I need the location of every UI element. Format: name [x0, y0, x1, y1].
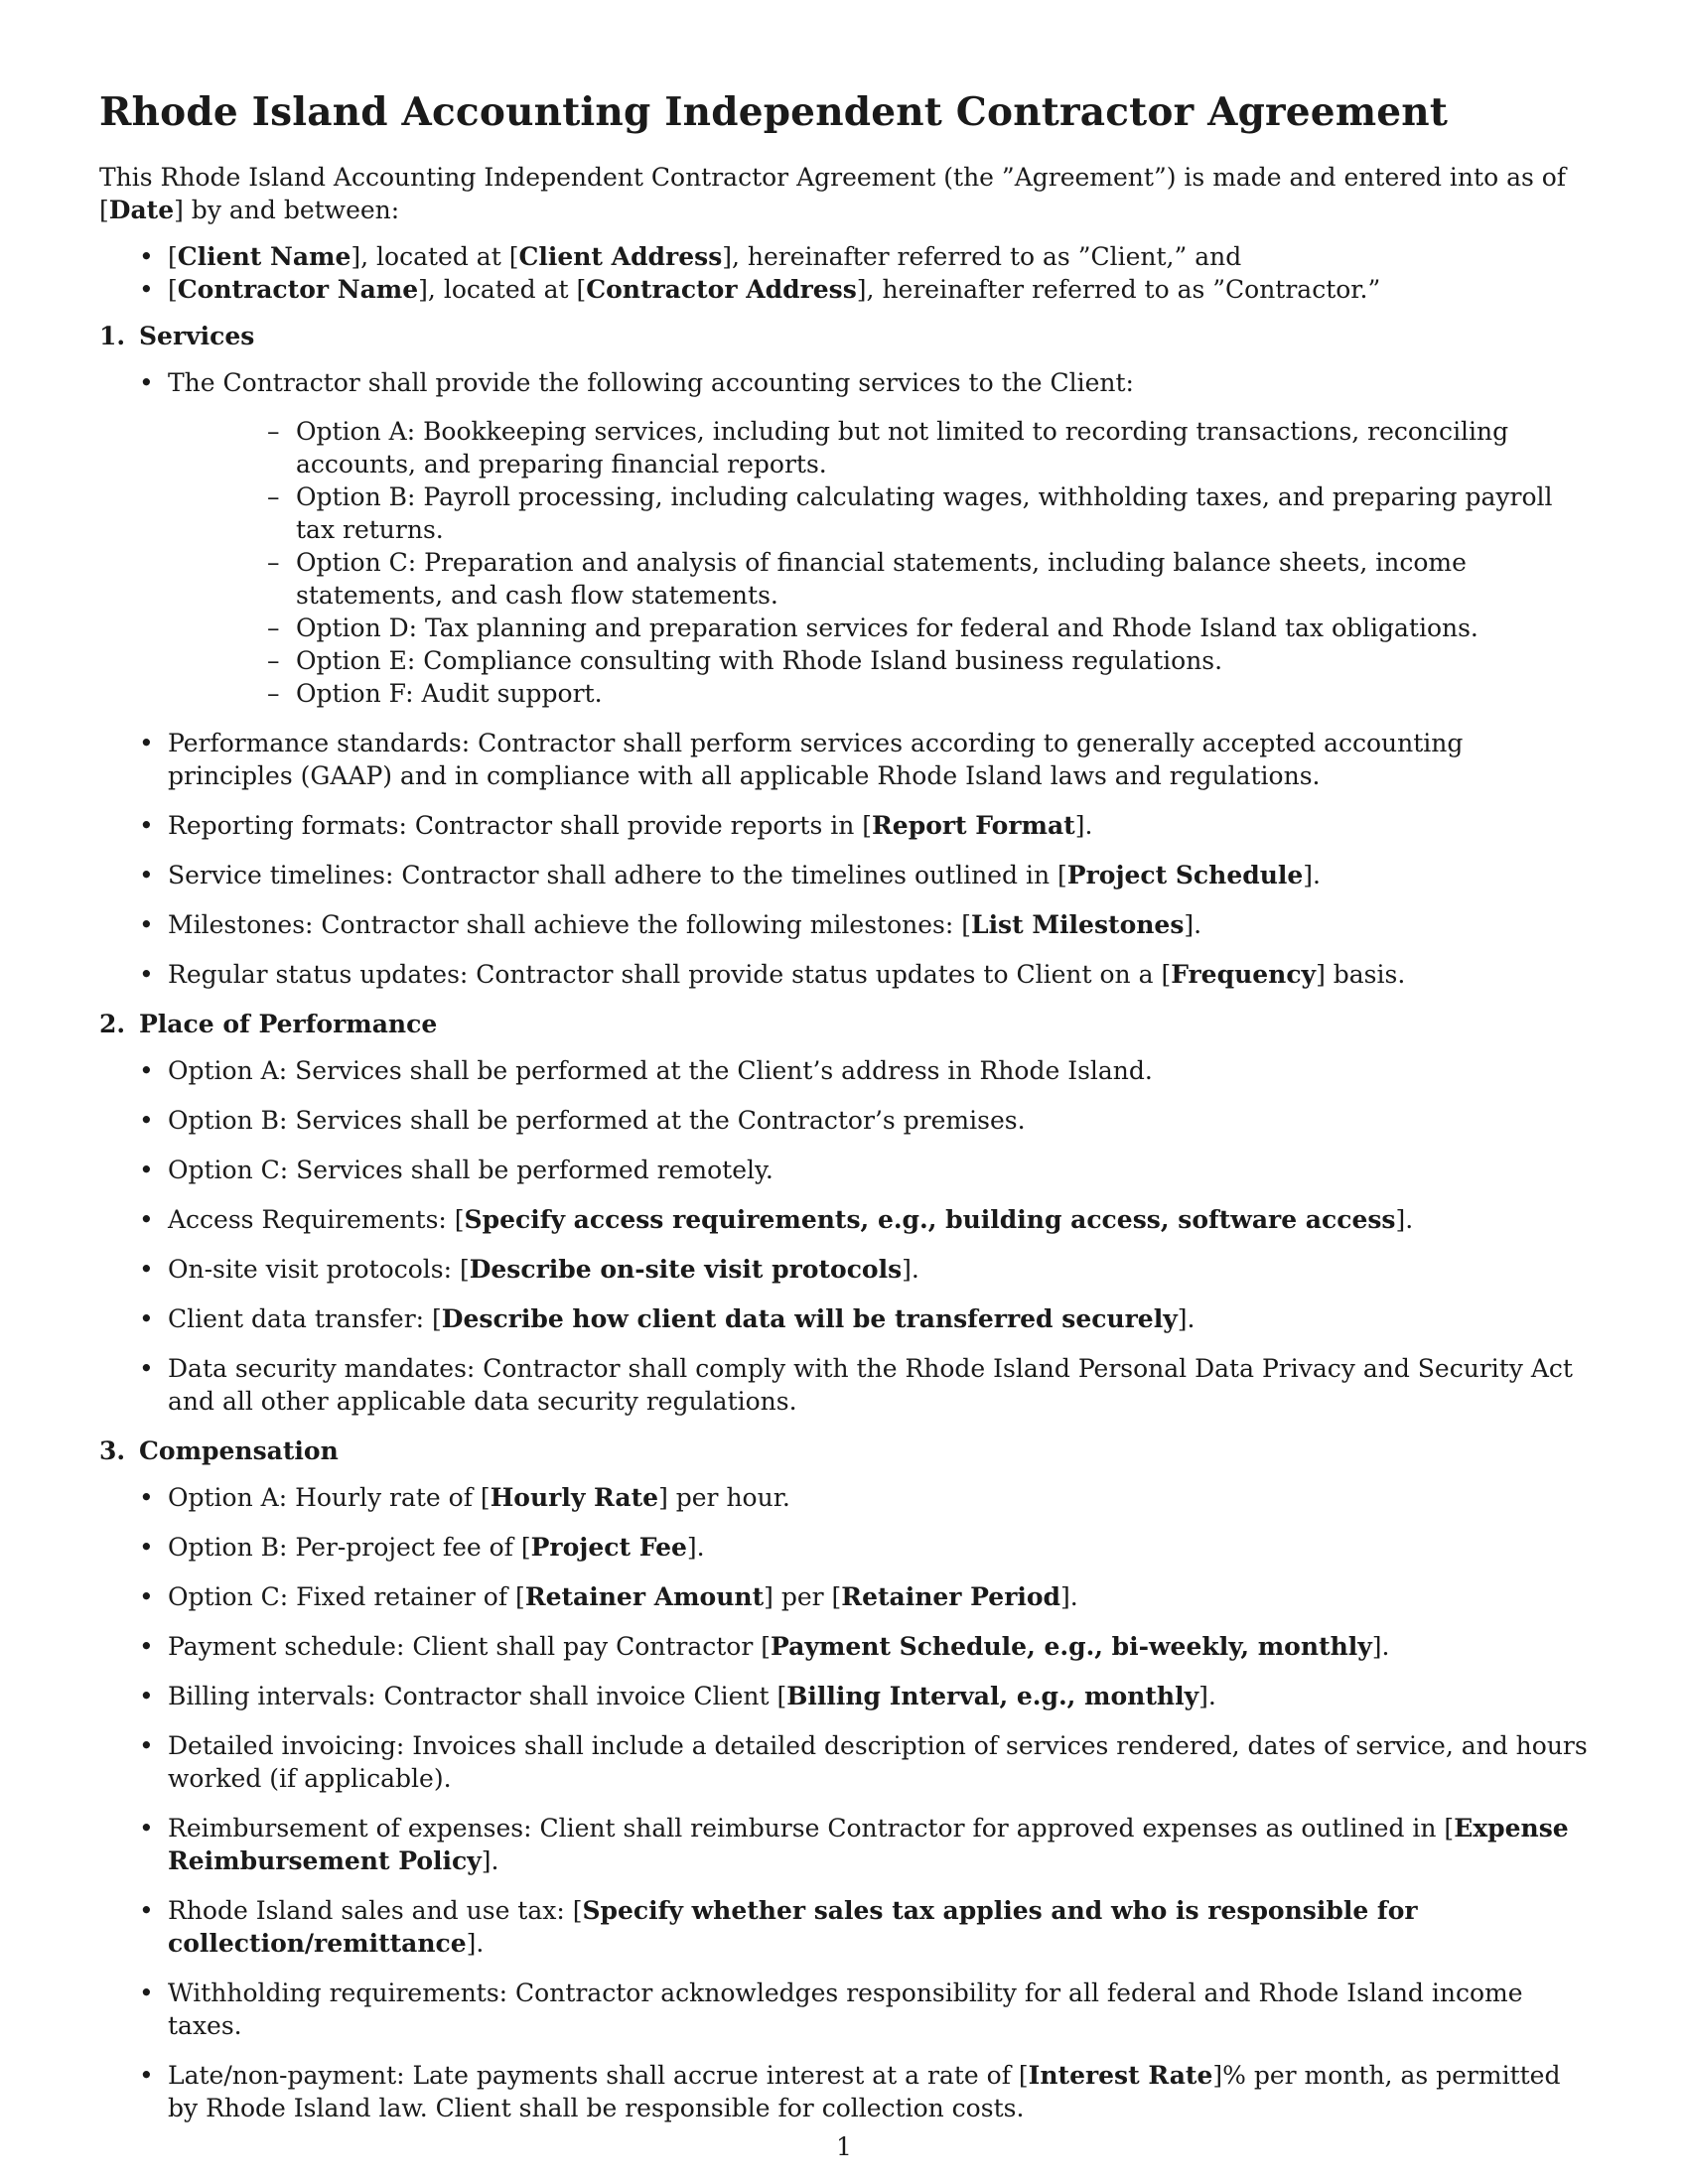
placeholder-field: Retainer Amount — [524, 1582, 765, 1611]
text-run: ] per [ — [764, 1582, 842, 1611]
text-run: Milestones: Contractor shall achieve the following milestones: [ — [168, 910, 971, 939]
clause-text — [168, 1481, 1589, 1514]
clause-text — [168, 1352, 1589, 1418]
clause-text — [168, 1729, 1589, 1795]
text-run: ]. — [466, 1929, 485, 1958]
clause-text — [168, 1302, 1589, 1335]
placeholder-field: Client Address — [518, 242, 723, 271]
text-run: On-site visit protocols: [ — [168, 1255, 470, 1284]
clause-item — [99, 1977, 1589, 2042]
text-run: Late/non-payment: Late payments shall accrue interest at a rate of [ — [168, 2061, 1029, 2090]
parties-list — [99, 240, 1589, 306]
text-run: Rhode Island sales and use tax: [ — [168, 1896, 583, 1925]
party-item — [99, 240, 1589, 273]
clause-text — [168, 1977, 1589, 2042]
text-run: This Rhode Island Accounting Independent Contractor Agreement (the ”Agreement”) is made and entered into as of [ — [99, 163, 1567, 224]
text-run: ] by and between: — [174, 196, 400, 224]
text-run: ]. — [1074, 811, 1093, 840]
section-title: Services — [139, 322, 255, 350]
text-run: [ — [168, 242, 178, 271]
clause-item — [99, 859, 1589, 891]
clause-item — [99, 1481, 1589, 1514]
sub-option-item: – Option A: Bookkeeping services, including but not limited to recording transactions, reconciling accounts, and preparing financial reports. — [168, 415, 1589, 480]
clause-item — [99, 727, 1589, 792]
sub-option-item: – Option C: Preparation and analysis of financial statements, including balance sheets, income statements, and cash flow statements. — [168, 546, 1589, 612]
text-run: ]. — [902, 1255, 919, 1284]
text-run: Option C: Fixed retainer of [ — [168, 1582, 525, 1611]
section-title: Place of Performance — [139, 1010, 438, 1038]
placeholder-field: List Milestones — [970, 910, 1185, 939]
placeholder-field: Contractor Address — [586, 275, 857, 304]
placeholder-field: Client Name — [177, 242, 352, 271]
clause-text — [168, 1203, 1589, 1236]
placeholder-field: Expense Reimbursement Policy — [168, 1814, 1569, 1875]
clause-text — [168, 366, 1589, 399]
clause-item — [99, 908, 1589, 941]
section-items — [99, 1481, 1589, 2124]
text-run: Option C: Services shall be performed remotely. — [168, 1156, 774, 1184]
sections-container — [99, 320, 1589, 2124]
clause-text — [168, 1680, 1589, 1712]
clause-text — [168, 908, 1589, 941]
clause-item — [99, 366, 1589, 710]
text-run: Access Requirements: [ — [168, 1205, 465, 1234]
placeholder-field: Specify whether sales tax applies and who is responsible for collection/remittance — [168, 1896, 1418, 1958]
text-run: Option A: Hourly rate of [ — [168, 1483, 491, 1512]
section — [99, 1008, 1589, 1418]
clause-item — [99, 1253, 1589, 1286]
section-items — [99, 366, 1589, 991]
placeholder-field: Retainer Period — [841, 1582, 1061, 1611]
clause-item — [99, 1894, 1589, 1960]
placeholder-field: Contractor Name — [177, 275, 419, 304]
clause-text — [168, 1894, 1589, 1960]
sub-option-item: – Option E: Compliance consulting with Rhode Island business regulations. — [168, 644, 1589, 677]
clause-text — [168, 958, 1589, 991]
clause-text — [168, 1253, 1589, 1286]
text-run: Data security mandates: Contractor shall comply with the Rhode Island Personal Data Privacy and Security Act and all other applicable data security regulations. — [168, 1354, 1573, 1416]
text-run: ]. — [481, 1846, 499, 1875]
placeholder-field: Billing Interval, e.g., monthly — [786, 1682, 1199, 1710]
clause-text — [168, 1580, 1589, 1613]
clause-item — [99, 1531, 1589, 1564]
clause-item — [99, 1812, 1589, 1877]
clause-text — [168, 727, 1589, 792]
clause-item — [99, 1054, 1589, 1087]
text-run: [ — [168, 275, 178, 304]
clause-item — [99, 1729, 1589, 1795]
text-run: Reporting formats: Contractor shall provide reports in [ — [168, 811, 873, 840]
text-run: ]. — [1060, 1582, 1078, 1611]
clause-text — [168, 859, 1589, 891]
clause-text — [168, 1531, 1589, 1564]
section-number: 1. — [99, 322, 126, 350]
clause-text — [168, 1630, 1589, 1663]
text-run: ]. — [1371, 1632, 1390, 1661]
text-run: Performance standards: Contractor shall perform services according to generally accepted accounting principles (GAAP) and in compliance with all applicable Rhode Island laws and regulations. — [168, 729, 1464, 790]
text-run: ], hereinafter referred to as ”Client,” and — [722, 242, 1242, 271]
text-run: Client data transfer: [ — [168, 1304, 442, 1333]
sub-option-item: – Option F: Audit support. — [168, 677, 1589, 710]
clause-item — [99, 809, 1589, 842]
sub-option-item: – Option D: Tax planning and preparation services for federal and Rhode Island tax obligations. — [168, 612, 1589, 644]
document-title: Rhode Island Accounting Independent Contractor Agreement — [99, 89, 1449, 135]
text-run: ]% per month, as permitted by Rhode Island law. Client shall be responsible for collection costs. — [168, 2061, 1561, 2122]
clause-item — [99, 2059, 1589, 2124]
section-heading — [99, 1434, 1589, 1467]
clause-item — [99, 1630, 1589, 1663]
text-run: ]. — [1177, 1304, 1196, 1333]
text-run: ]. — [1198, 1682, 1216, 1710]
placeholder-field: Project Fee — [530, 1533, 687, 1562]
text-run: Option B: Per-project fee of [ — [168, 1533, 531, 1562]
text-run: ]. — [1184, 910, 1202, 939]
text-run: Withholding requirements: Contractor acknowledges responsibility for all federal and Rhode Island income taxes. — [168, 1979, 1523, 2040]
text-run: ] basis. — [1316, 960, 1406, 989]
text-run: Reimbursement of expenses: Client shall reimburse Contractor for approved expenses as outlined in [ — [168, 1814, 1455, 1843]
sub-option-item: – Option B: Payroll processing, including calculating wages, withholding taxes, and preparing payroll tax returns. — [168, 480, 1589, 546]
text-run: Payment schedule: Client shall pay Contractor [ — [168, 1632, 772, 1661]
clause-item — [99, 1680, 1589, 1712]
text-run: Regular status updates: Contractor shall provide status updates to Client on a [ — [168, 960, 1172, 989]
clause-item — [99, 958, 1589, 991]
party-item — [99, 273, 1589, 306]
document-page — [99, 87, 1589, 2141]
clause-text — [168, 809, 1589, 842]
text-run: Option B: Services shall be performed at the Contractor’s premises. — [168, 1106, 1026, 1135]
section-items — [99, 1054, 1589, 1418]
text-run: ], located at [ — [351, 242, 519, 271]
text-run: Service timelines: Contractor shall adhere to the timelines outlined in [ — [168, 861, 1067, 889]
clause-text — [168, 1154, 1589, 1186]
placeholder-field: Frequency — [1171, 960, 1317, 989]
placeholder-field: Date — [108, 196, 175, 224]
text-run: ], hereinafter referred to as ”Contractor.” — [856, 275, 1381, 304]
text-run: Detailed invoicing: Invoices shall include a detailed description of services rendered, dates of service, and hours worked (if applicable). — [168, 1731, 1588, 1793]
text-run: Billing intervals: Contractor shall invoice Client [ — [168, 1682, 787, 1710]
text-run: ] per hour. — [658, 1483, 790, 1512]
section-title: Compensation — [139, 1436, 339, 1465]
section — [99, 320, 1589, 991]
section-number: 2. — [99, 1010, 126, 1038]
section-number: 3. — [99, 1436, 126, 1465]
text-run: The Contractor shall provide the following accounting services to the Client: — [168, 368, 1134, 397]
text-run: Option A: Services shall be performed at the Client’s address in Rhode Island. — [168, 1056, 1153, 1085]
clause-item — [99, 1154, 1589, 1186]
clause-text — [168, 1054, 1589, 1087]
text-run: ]. — [686, 1533, 705, 1562]
placeholder-field: Specify access requirements, e.g., building access, software access — [464, 1205, 1396, 1234]
clause-text — [168, 1812, 1589, 1877]
page-number: 1 — [836, 2132, 852, 2161]
section-heading — [99, 320, 1589, 352]
placeholder-field: Hourly Rate — [490, 1483, 659, 1512]
text-run: ]. — [1395, 1205, 1414, 1234]
clause-item — [99, 1104, 1589, 1137]
text-run: ], located at [ — [418, 275, 587, 304]
section-heading — [99, 1008, 1589, 1040]
text-run: ]. — [1303, 861, 1321, 889]
sub-option-list — [168, 415, 1589, 710]
intro-paragraph — [99, 161, 1589, 226]
placeholder-field: Project Schedule — [1066, 861, 1304, 889]
clause-item — [99, 1302, 1589, 1335]
clause-item — [99, 1580, 1589, 1613]
clause-text — [168, 2059, 1589, 2124]
placeholder-field: Describe how client data will be transferred securely — [441, 1304, 1178, 1333]
placeholder-field: Interest Rate — [1028, 2061, 1213, 2090]
placeholder-field: Payment Schedule, e.g., bi-weekly, monthly — [771, 1632, 1372, 1661]
placeholder-field: Report Format — [872, 811, 1075, 840]
clause-text — [168, 1104, 1589, 1137]
section — [99, 1434, 1589, 2124]
clause-item — [99, 1203, 1589, 1236]
placeholder-field: Describe on-site visit protocols — [469, 1255, 903, 1284]
clause-item — [99, 1352, 1589, 1418]
